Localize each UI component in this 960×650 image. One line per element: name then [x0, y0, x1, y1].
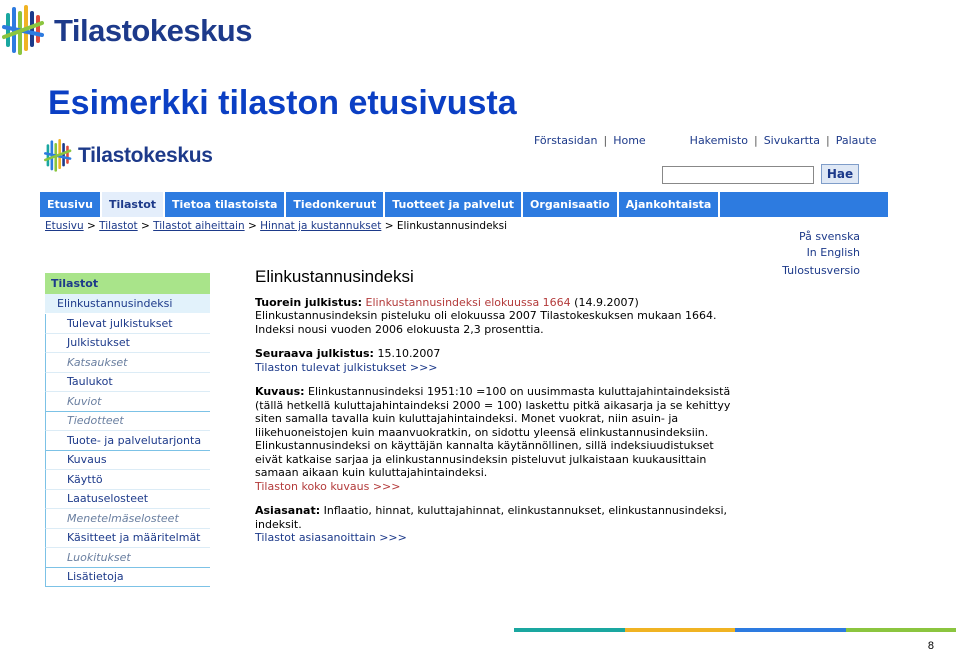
link-palaute[interactable]: Palaute [835, 134, 877, 147]
next-release [255, 347, 735, 374]
breadcrumb-separator: > [384, 220, 394, 232]
sidebar-item-lisatietoja[interactable]: Lisätietoja [45, 568, 210, 588]
nav-tiedonkeruut[interactable]: Tiedonkeruut [286, 192, 385, 217]
footer-segment-teal [514, 628, 625, 632]
breadcrumb-etusivu[interactable]: Etusivu [45, 220, 84, 232]
footer-segment-blue [735, 628, 846, 632]
slide-title: Esimerkki tilaston etusivusta [48, 84, 517, 122]
sidebar [45, 273, 210, 587]
breadcrumb-tilastot-aiheittain[interactable]: Tilastot aiheittain [153, 220, 245, 232]
sidebar-item-laatuselosteet[interactable]: Laatuselosteet [45, 490, 210, 510]
site-logo[interactable] [44, 138, 213, 174]
link-hakemisto[interactable]: Hakemisto [689, 134, 748, 147]
keywords [255, 504, 735, 545]
breadcrumb-hinnat[interactable]: Hinnat ja kustannukset [260, 220, 382, 232]
desc-label: Kuvaus: [255, 385, 305, 398]
site-brand-name: Tilastokeskus [78, 144, 213, 167]
sidebar-item-kasitteet[interactable]: Käsitteet ja määritelmät [45, 529, 210, 549]
latest-text: Elinkustannusindeksin pisteluku oli elokuussa 2007 Tilastokeskuksen mukaan 1664. Indeksi nousi vuoden 2006 elokuusta 2,3 prosenttia. [255, 309, 717, 336]
tilastokeskus-logo-icon [44, 138, 74, 174]
link-home[interactable]: Home [613, 134, 646, 147]
separator: | [753, 134, 758, 147]
latest-release [255, 296, 735, 337]
sidebar-item-tulevat-julkistukset[interactable]: Tulevat julkistukset [45, 314, 210, 334]
nav-tietoa-tilastoista[interactable]: Tietoa tilastoista [165, 192, 286, 217]
desc-text: Elinkustannusindeksi 1951:10 =100 on uusimmasta kuluttajahintaindeksistä (tällä hetkellä kuluttajahintaindeksi 2000 = 100) laskettu pitkä aikasarja ja se kehittyy siten samalla tavalla kuin kuluttajahintaindeksi. Monet vuokrat, niin asuin- ja liikehuoneistojen kuin maanvuokratkin, on sidottu yleensä elinkustannusindeksiin. Elinkustannusindeksi on käyttäjän kannalta käytännöllinen, sillä indeksiuudistukset eivät katkaise sarjaa ja elinkustannusindeksin pisteluvut julkaistaan kuukausittain samaan aikaan kuin kuluttajahintaindeksi. [255, 385, 731, 479]
nav-organisaatio[interactable]: Organisaatio [523, 192, 619, 217]
link-in-english[interactable]: In English [806, 246, 860, 259]
breadcrumb-separator: > [87, 220, 96, 232]
sidebar-subhead[interactable]: Elinkustannusindeksi [45, 294, 210, 314]
sidebar-item-kaytto[interactable]: Käyttö [45, 470, 210, 490]
top-links [534, 134, 876, 147]
keywords-link[interactable]: Tilastot asiasanoittain >>> [255, 531, 407, 544]
nav-tuotteet-ja-palvelut[interactable]: Tuotteet ja palvelut [385, 192, 523, 217]
breadcrumb-separator: > [247, 220, 257, 232]
keywords-label: Asiasanat: [255, 504, 321, 517]
sidebar-item-taulukot[interactable]: Taulukot [45, 373, 210, 393]
sidebar-item-tuote-ja-palvelutarjonta[interactable]: Tuote- ja palvelutarjonta [45, 431, 210, 451]
keywords-text: Inflaatio, hinnat, kuluttajahinnat, elinkustannukset, elinkustannusindeksi, indeksit. [255, 504, 728, 531]
separator: | [603, 134, 608, 147]
latest-date: (14.9.2007) [570, 295, 639, 309]
main-nav [40, 192, 888, 217]
breadcrumb-separator: > [141, 220, 150, 232]
breadcrumb-current: Elinkustannusindeksi [396, 220, 508, 232]
page-number: 8 [927, 640, 934, 650]
search-button[interactable]: Hae [821, 164, 859, 184]
nav-tilastot[interactable]: Tilastot [102, 192, 165, 217]
footer-segment-yellow [625, 628, 736, 632]
breadcrumb [45, 220, 507, 232]
main-content [255, 267, 735, 556]
full-description-link[interactable]: Tilaston koko kuvaus >>> [255, 479, 401, 493]
link-sivukartta[interactable]: Sivukartta [763, 134, 821, 147]
sidebar-item-menetelmaselosteet[interactable]: Menetelmäselosteet [45, 509, 210, 529]
upcoming-releases-link[interactable]: Tilaston tulevat julkistukset >>> [255, 360, 438, 374]
content-title: Elinkustannusindeksi [255, 267, 414, 286]
breadcrumb-tilastot[interactable]: Tilastot [99, 220, 138, 232]
slide-logo [2, 4, 252, 58]
latest-release-link[interactable]: Elinkustannusindeksi elokuussa 1664 [365, 295, 571, 309]
website-screenshot [40, 128, 890, 598]
link-forstasidan[interactable]: Förstasidan [534, 134, 598, 147]
tilastokeskus-logo-icon [2, 5, 48, 57]
footer-segment-green [846, 628, 957, 632]
sidebar-item-julkistukset[interactable]: Julkistukset [45, 334, 210, 354]
sidebar-item-luokitukset[interactable]: Luokitukset [45, 548, 210, 568]
search-input[interactable] [662, 166, 814, 184]
footer-color-bar [514, 628, 956, 632]
sidebar-item-kuviot[interactable]: Kuviot [45, 392, 210, 412]
sidebar-head[interactable]: Tilastot [45, 273, 210, 294]
slide-brand-name: Tilastokeskus [54, 13, 252, 48]
sidebar-item-katsaukset[interactable]: Katsaukset [45, 353, 210, 373]
print-version-link[interactable]: Tulostusversio [782, 264, 860, 277]
description [255, 385, 735, 493]
sidebar-item-tiedotteet[interactable]: Tiedotteet [45, 412, 210, 432]
next-date: 15.10.2007 [373, 347, 441, 360]
sidebar-item-kuvaus[interactable]: Kuvaus [45, 451, 210, 471]
language-links [799, 229, 860, 261]
next-label: Seuraava julkistus: [255, 347, 374, 360]
nav-etusivu[interactable]: Etusivu [40, 192, 102, 217]
link-pa-svenska[interactable]: På svenska [798, 230, 860, 243]
nav-ajankohtaista[interactable]: Ajankohtaista [619, 192, 721, 217]
latest-label: Tuorein julkistus: [255, 295, 363, 309]
separator: | [826, 134, 830, 147]
